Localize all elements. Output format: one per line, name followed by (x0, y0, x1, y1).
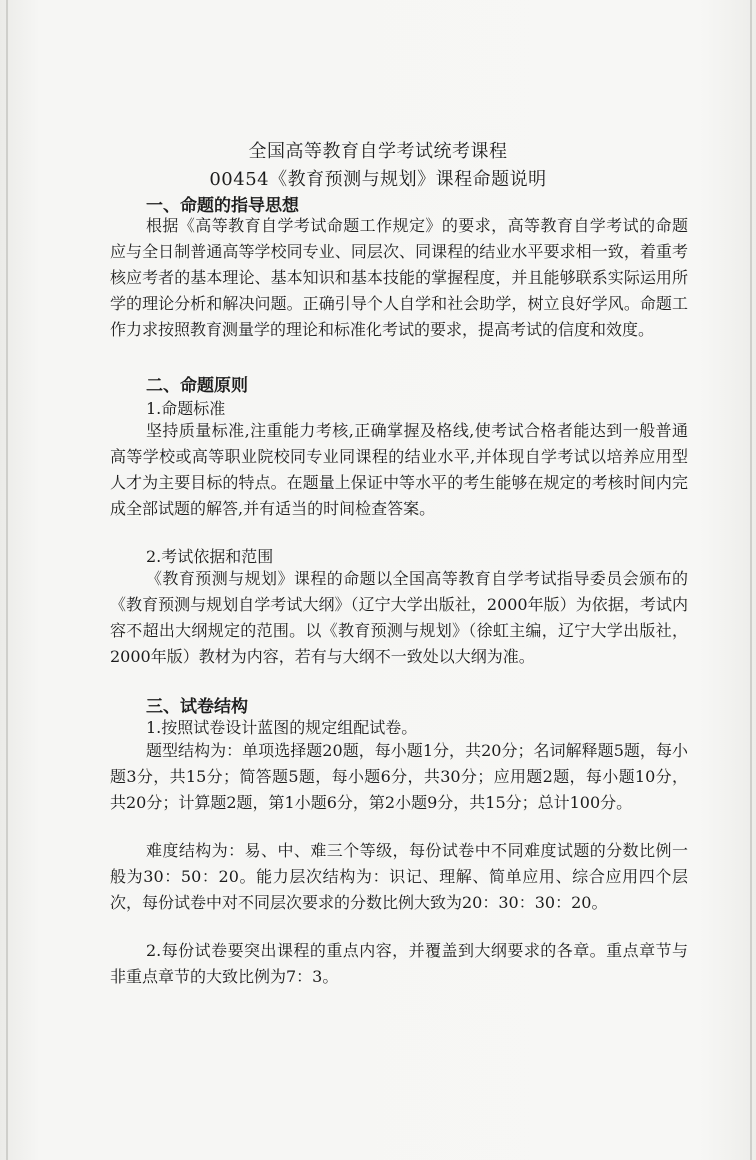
subheading-blueprint: 1.按照试卷设计蓝图的规定组配试卷。 (146, 718, 418, 737)
paragraph-question-types: 题型结构为：单项选择题20题，每小题1分，共20分；名词解释题5题，每小题3分，共15分；简答题5题，每小题6分，共30分；应用题2题，每小题10分，共20分；计算题2题，第1小题6分，第2小题9分，共15分；总计100分。 (110, 741, 688, 812)
subheading-standard: 1.命题标准 (146, 399, 226, 418)
paragraph-key-content: 2.每份试卷要突出课程的重点内容，并覆盖到大纲要求的各章。重点章节与非重点章节的大致比例为7：3。 (110, 941, 688, 986)
subheading-basis-scope: 2.考试依据和范围 (146, 547, 274, 566)
section-heading-principles: 二、命题原则 (146, 376, 248, 396)
paragraph-guiding-principle: 根据《高等教育自学考试命题工作规定》的要求，高等教育自学考试的命题应与全日制普通高等学校同专业、同层次、同课程的结业水平要求相一致，着重考核应考者的基本理论、基本知识和基本技能的掌握程度，并且能够联系实际运用所学的理论分析和解决问题。正确引导个人自学和社会助学，树立良好学风。命题工作力求按照教育测量学的理论和标准化考试的要求，提高考试的信度和效度。 (110, 216, 688, 339)
paragraph-basis-scope: 《教育预测与规划》课程的命题以全国高等教育自学考试指导委员会颁布的《教育预测与规划自学考试大纲》（辽宁大学出版社，2000年版）为依据，考试内容不超出大纲规定的范围。以《教育预测与规划》（徐虹主编，辽宁大学出版社，2000年版）教材为内容，若有与大纲不一致处以大纲为准。 (110, 569, 688, 666)
document-title: 全国高等教育自学考试统考课程 (248, 141, 508, 162)
section-heading-guiding-principle: 一、命题的指导思想 (146, 196, 299, 216)
section-heading-paper-structure: 三、试卷结构 (146, 697, 248, 717)
paragraph-difficulty: 难度结构为：易、中、难三个等级，每份试卷中不同难度试题的分数比例一般为30：50：20。能力层次结构为：识记、理解、简单应用、综合应用四个层次，每份试卷中对不同层次要求的分数比例大致为20：30：30：20。 (110, 841, 688, 912)
paragraph-standard: 坚持质量标准,注重能力考核,正确掌握及格线,使考试合格者能达到一般普通高等学校或高等职业院校同专业同课程的结业水平,并体现自学考试以培养应用型人才为主要目标的特点。在题量上保证中等水平的考生能够在规定的考核时间内完成全部试题的解答,并有适当的时间检查答案。 (110, 421, 688, 518)
document-subtitle: 00454《教育预测与规划》课程命题说明 (209, 169, 547, 190)
